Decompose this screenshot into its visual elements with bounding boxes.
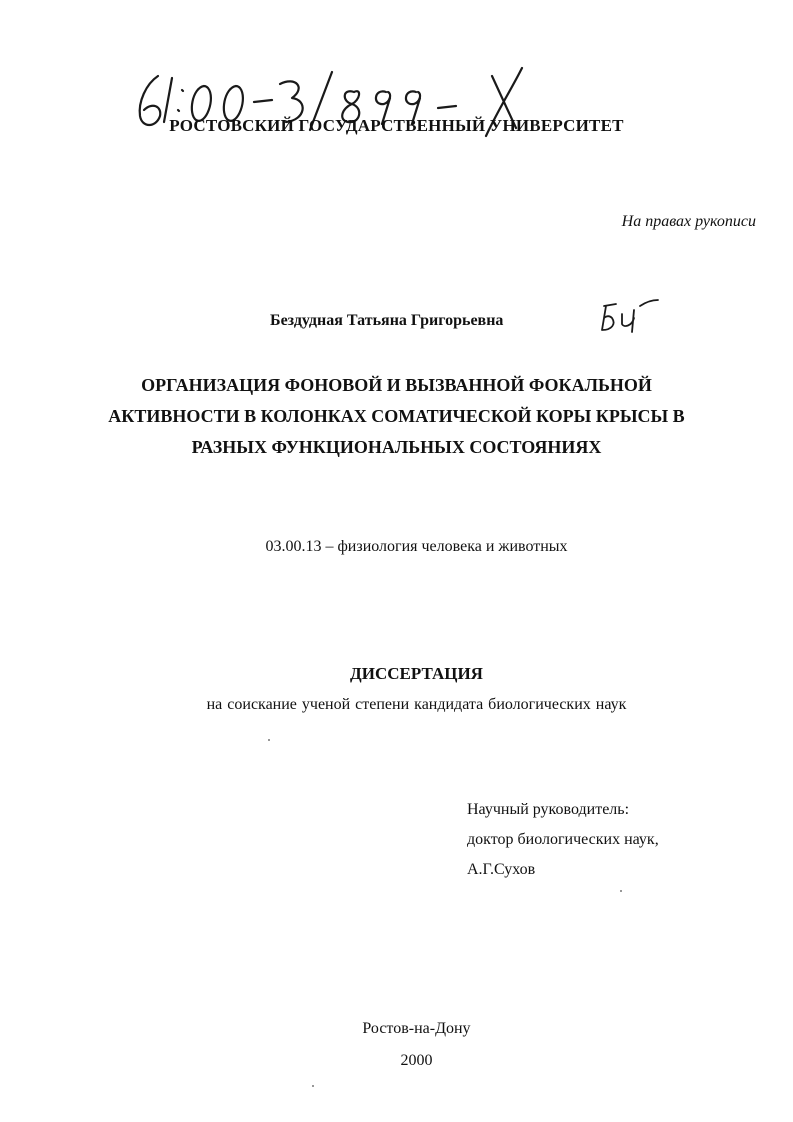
advisor-label: Научный руководитель: <box>467 801 630 818</box>
manuscript-rights-note: На правах рукописи <box>621 213 756 230</box>
scientific-advisor <box>467 795 659 885</box>
scan-speck <box>620 890 622 892</box>
year: 2000 <box>400 1052 433 1069</box>
title-line: ОРГАНИЗАЦИЯ ФОНОВОЙ И ВЫЗВАННОЙ ФОКАЛЬНОЙ <box>141 375 652 395</box>
scan-speck <box>312 1085 314 1087</box>
title-line: РАЗНЫХ ФУНКЦИОНАЛЬНЫХ СОСТОЯНИЯХ <box>191 437 602 457</box>
scan-speck <box>268 739 270 741</box>
document-type: ДИССЕРТАЦИЯ <box>350 664 483 683</box>
title-line: АКТИВНОСТИ В КОЛОНКАХ СОМАТИЧЕСКОЙ КОРЫ КРЫСЫ В <box>108 406 685 426</box>
advisor-name: А.Г.Сухов <box>467 861 536 878</box>
university-name: РОСТОВСКИЙ ГОСУДАРСТВЕННЫЙ УНИВЕРСИТЕТ <box>169 116 624 135</box>
author-name: Бездудная Татьяна Григорьевна <box>270 312 504 329</box>
city: Ростов-на-Дону <box>362 1020 471 1037</box>
advisor-degree: доктор биологических наук, <box>467 831 659 848</box>
degree-description: на соискание ученой степени кандидата биологических наук <box>206 696 627 713</box>
handwritten-signature <box>598 296 668 336</box>
dissertation-title <box>80 370 713 463</box>
specialty-code: 03.00.13 – физиология человека и животных <box>265 538 568 555</box>
